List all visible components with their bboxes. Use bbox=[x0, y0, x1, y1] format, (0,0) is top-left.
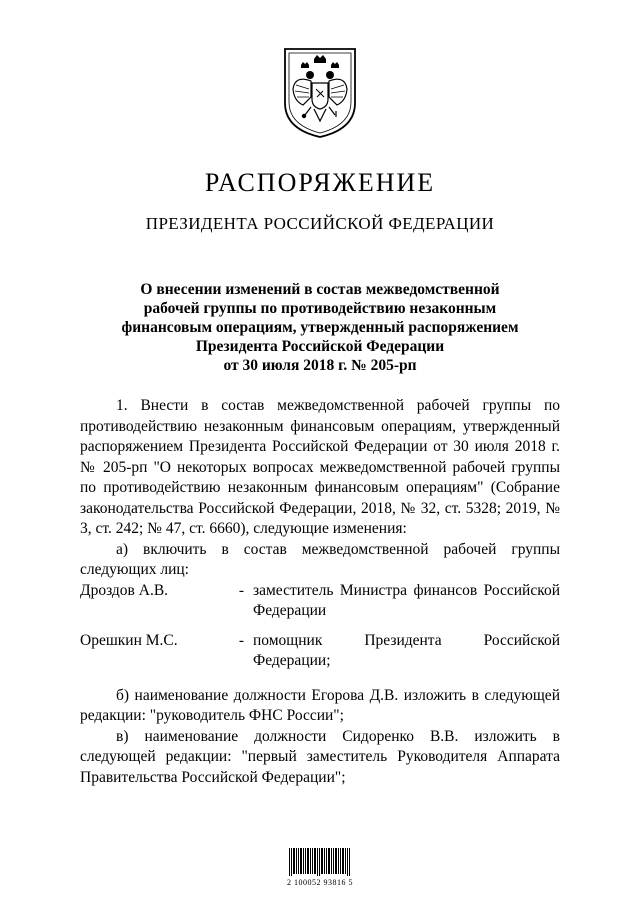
item-a: а) включить в состав межведомственной рабочей группы следующих лиц: bbox=[80, 540, 560, 578]
heading-line: Президента Российской Федерации bbox=[195, 338, 445, 355]
heading-line: от 30 июля 2018 г. № 205-рп bbox=[223, 357, 417, 374]
document-subtitle: ПРЕЗИДЕНТА РОССИЙСКОЙ ФЕДЕРАЦИИ bbox=[145, 214, 495, 233]
person-dash: - bbox=[238, 581, 245, 599]
item-c: в) наименование должности Сидоренко В.В. изложить в следующей редакции: "первый заместитель Руководителя Аппарата Правительства Российской Федерации"; bbox=[80, 727, 560, 786]
person-dash: - bbox=[238, 631, 245, 649]
paragraph-1: 1. Внести в состав межведомственной рабочей группы по противодействию незаконным финансовым операциям, утвержденный распоряжением Президента Российской Федерации от 30 июля 2018 г. № 205-рп "О некоторых вопросах межведомственной рабочей группы по противодействию незаконным финансовым операциям" (Собрание законодательства Российской Федерации, 2018, № 32, ст. 5328; 2019, № 3, ст. 242; № 47, ст. 6660), следующие изменения: bbox=[80, 397, 560, 537]
person-role: заместитель Министра финансов Российской Федерации bbox=[253, 581, 560, 619]
item-b: б) наименование должности Егорова Д.В. изложить в следующей редакции: "руководитель ФНС России"; bbox=[80, 686, 560, 724]
barcode-number: 2 100052 93816 5 bbox=[287, 878, 353, 887]
person-row bbox=[80, 631, 560, 672]
heading-line: финансовым операциям, утвержденный распоряжением bbox=[121, 319, 519, 336]
person-role: помощник Президента Российской Федерации; bbox=[253, 631, 560, 669]
heading-line: рабочей группы по противодействию незаконным bbox=[143, 300, 497, 317]
heading-line: О внесении изменений в состав межведомственной bbox=[140, 281, 500, 298]
document-title: РАСПОРЯЖЕНИЕ bbox=[204, 168, 436, 197]
barcode-graphic bbox=[289, 848, 351, 876]
document-body bbox=[80, 396, 560, 788]
person-name: Орешкин М.С. bbox=[80, 631, 178, 649]
coat-of-arms-emblem bbox=[281, 45, 359, 140]
document-heading bbox=[80, 280, 560, 375]
person-row bbox=[80, 581, 560, 622]
person-name: Дроздов А.В. bbox=[80, 581, 169, 599]
